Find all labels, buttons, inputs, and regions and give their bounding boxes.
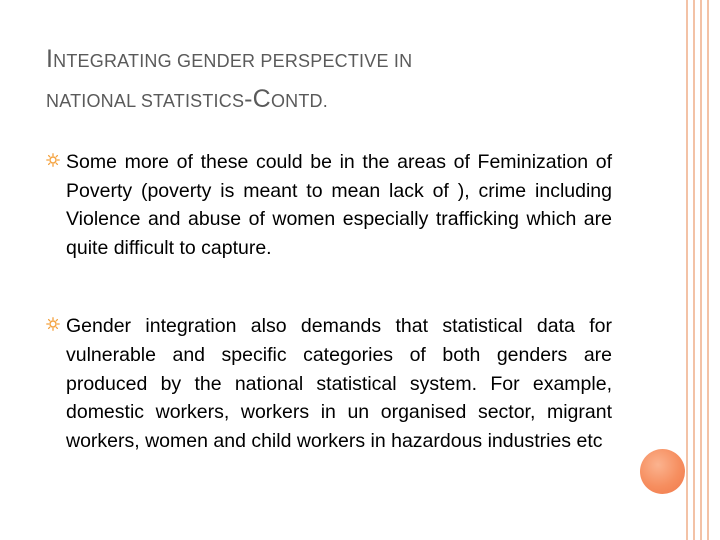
title-initial: I xyxy=(46,45,54,73)
bullet-item xyxy=(46,312,612,455)
accent-circle xyxy=(640,449,685,494)
title-rest-2: ONTD. xyxy=(270,91,328,111)
bullet-list xyxy=(46,148,612,505)
sun-bullet-icon xyxy=(46,317,60,331)
sun-bullet-icon xyxy=(46,153,60,167)
title-part-2a: NATIONAL STATISTICS xyxy=(46,91,245,111)
bullet-item xyxy=(46,148,612,262)
title-line-2 xyxy=(46,80,646,120)
frame-decoration xyxy=(686,0,720,540)
slide-title xyxy=(46,40,646,120)
bullet-text: Some more of these could be in the areas of Feminization of Poverty (poverty is meant to mean lack of ), crime including Violence and abuse of women especially trafficking which are quite difficult to capture. xyxy=(66,151,612,259)
bullet-text: Gender integration also demands that statistical data for vulnerable and specific categories of both genders are produced by the national statistical system. For example, domestic workers, workers in un organised sector, migrant workers, women and child workers in hazardous industries etc xyxy=(66,315,612,452)
title-initial-2: -C xyxy=(244,85,271,113)
title-line-1 xyxy=(46,40,646,80)
title-rest-1: NTEGRATING GENDER PERSPECTIVE IN xyxy=(53,51,413,71)
